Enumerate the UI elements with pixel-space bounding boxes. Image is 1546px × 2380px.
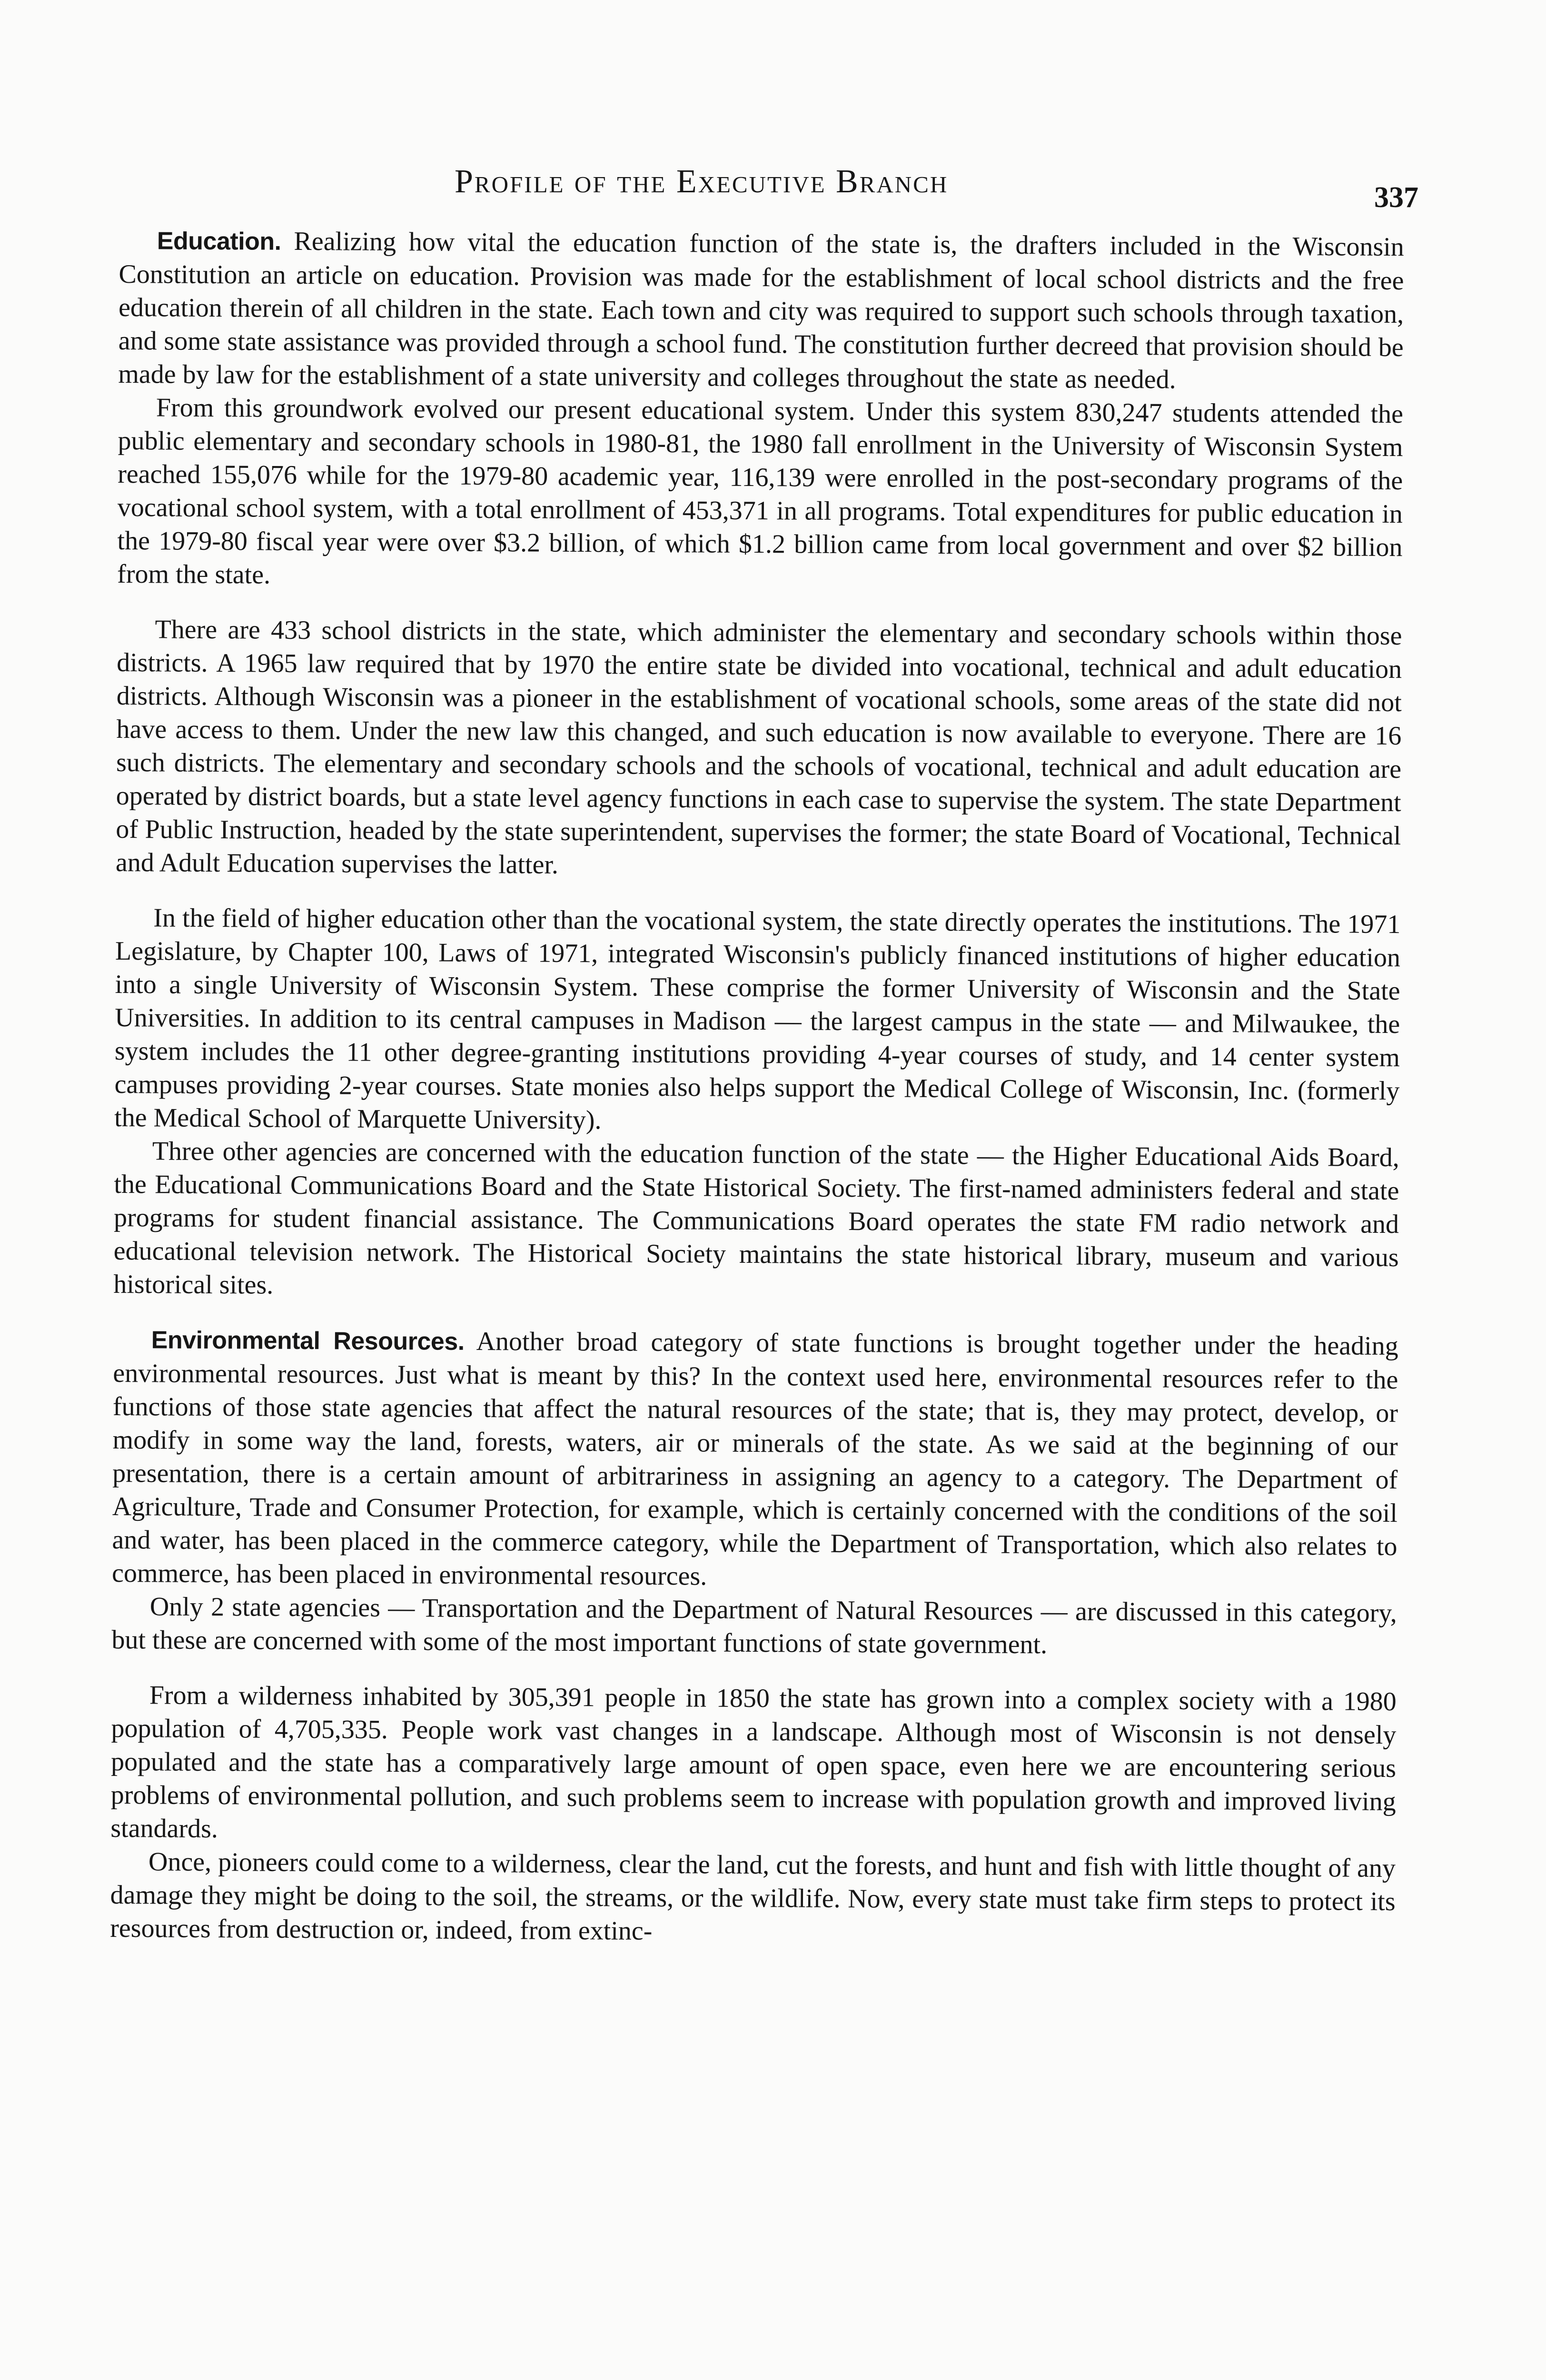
- education-paragraph-2: From this groundwork evolved our present educational system. Under this system 830,247 students attended the public elementary and secondary schools in 1980-81, the 1980 fall enrollment in the University of Wisconsin System reached 155,076 while for the 1979-80 academic year, 116,139 were enrolled in the post-secondary programs of the vocational school system, with a total enrollment of 453,371 in all programs. Total expenditures for public education in the 1979-80 fiscal year were over $3.2 billion, of which $1.2 billion came from local government and over $2 billion from the state.: [117, 393, 1404, 590]
- environmental-paragraph-4: Once, pioneers could come to a wilderness, clear the land, cut the forests, and hunt and fish with little thought of any damage they might be doing to the soil, the streams, or the wildlife. Now, every state must take firm steps to protect its resources from destruction or, indeed, from extinc-: [110, 1847, 1396, 1946]
- page-number: 337: [1374, 181, 1418, 214]
- environmental-paragraph-1: [112, 1323, 1398, 1597]
- environmental-paragraph-3: From a wilderness inhabited by 305,391 people in 1850 the state has grown into a complex society with a 1980 population of 4,705,335. People work vast changes in a landscape. Although most of Wisconsin is not densely populated and the state has a comparatively large amount of open space, even here we are encountering serious problems of environmental pollution, and such problems seem to increase with population growth and improved living standards.: [110, 1680, 1397, 1844]
- education-paragraph-1-text: Realizing how vital the education function of the state is, the drafters included in the Wisconsin Constitution an article on education. Provision was made for the establishment of local school districts and the free education therein of all children in the state. Each town and city was required to support such schools through taxation, and some state assistance was provided through a school fund. The constitution further decreed that provision should be made by law for the establishment of a state university and colleges throughout the state as needed.: [118, 226, 1404, 395]
- education-paragraph-3: There are 433 school districts in the state, which administer the elementary and secondary schools within those districts. A 1965 law required that by 1970 the entire state be divided into vocational, technical and adult education districts. Although Wisconsin was a pioneer in the establishment of vocational schools, some areas of the state did not have access to them. Under the new law this changed, and such education is now available to everyone. There are 16 such districts. The elementary and secondary schools and the schools of vocational, technical and adult education are operated by district boards, but a state level agency functions in each case to supervise the system. The state Department of Public Instruction, headed by the state superintendent, supervises the former; the state Board of Vocational, Technical and Adult Education supervises the latter.: [115, 615, 1402, 880]
- body-text: [110, 224, 1404, 1973]
- education-heading: Education.: [157, 227, 281, 256]
- environmental-heading: Environmental Resources.: [151, 1326, 465, 1356]
- page-header: [114, 153, 1418, 214]
- environmental-paragraph-1-text: Another broad category of state functions is brought together under the heading environmental resources. Just what is meant by this? In the context used here, environmental resources refer to the functions of those state agencies that affect the natural resources of the state; that is, they may protect, develop, or modify in some way the land, forests, waters, air or minerals of the state. As we said at the beginning of our presentation, there is a certain amount of arbitrariness in assigning an agency to a category. The Department of Agriculture, Trade and Consumer Protection, for example, which is certainly concerned with the conditions of the soil and water, has been placed in the commerce category, while the Department of Transportation, which also relates to commerce, has been placed in environmental resources.: [111, 1326, 1398, 1591]
- education-paragraph-5: Three other agencies are concerned with the education function of the state — the Higher Educational Aids Board, the Educational Communications Board and the State Historical Society. The first-named administers federal and state programs for student financial assistance. The Communications Board operates the state FM radio network and educational television network. The Historical Society maintains the state historical library, museum and various historical sites.: [113, 1136, 1399, 1300]
- environmental-paragraph-2: Only 2 state agencies — Transportation and the Department of Natural Resources — are discussed in this category, but these are concerned with some of the most important functions of state government.: [111, 1592, 1397, 1660]
- education-paragraph-1: [118, 224, 1404, 397]
- running-head: Profile of the Executive Branch: [455, 163, 949, 200]
- education-paragraph-4: In the field of higher education other than the vocational system, the state directly operates the institutions. The 1971 Legislature, by Chapter 100, Laws of 1971, integrated Wisconsin's publicly financed institutions of higher education into a single University of Wisconsin System. These comprise the former University of Wisconsin and the State Universities. In addition to its central campuses in Madison — the largest campus in the state — and Milwaukee, the system includes the 11 other degree-granting institutions providing 4-year courses of study, and 14 center system campuses providing 2-year courses. State monies also helps support the Medical College of Wisconsin, Inc. (formerly the Medical School of Marquette University).: [114, 903, 1401, 1135]
